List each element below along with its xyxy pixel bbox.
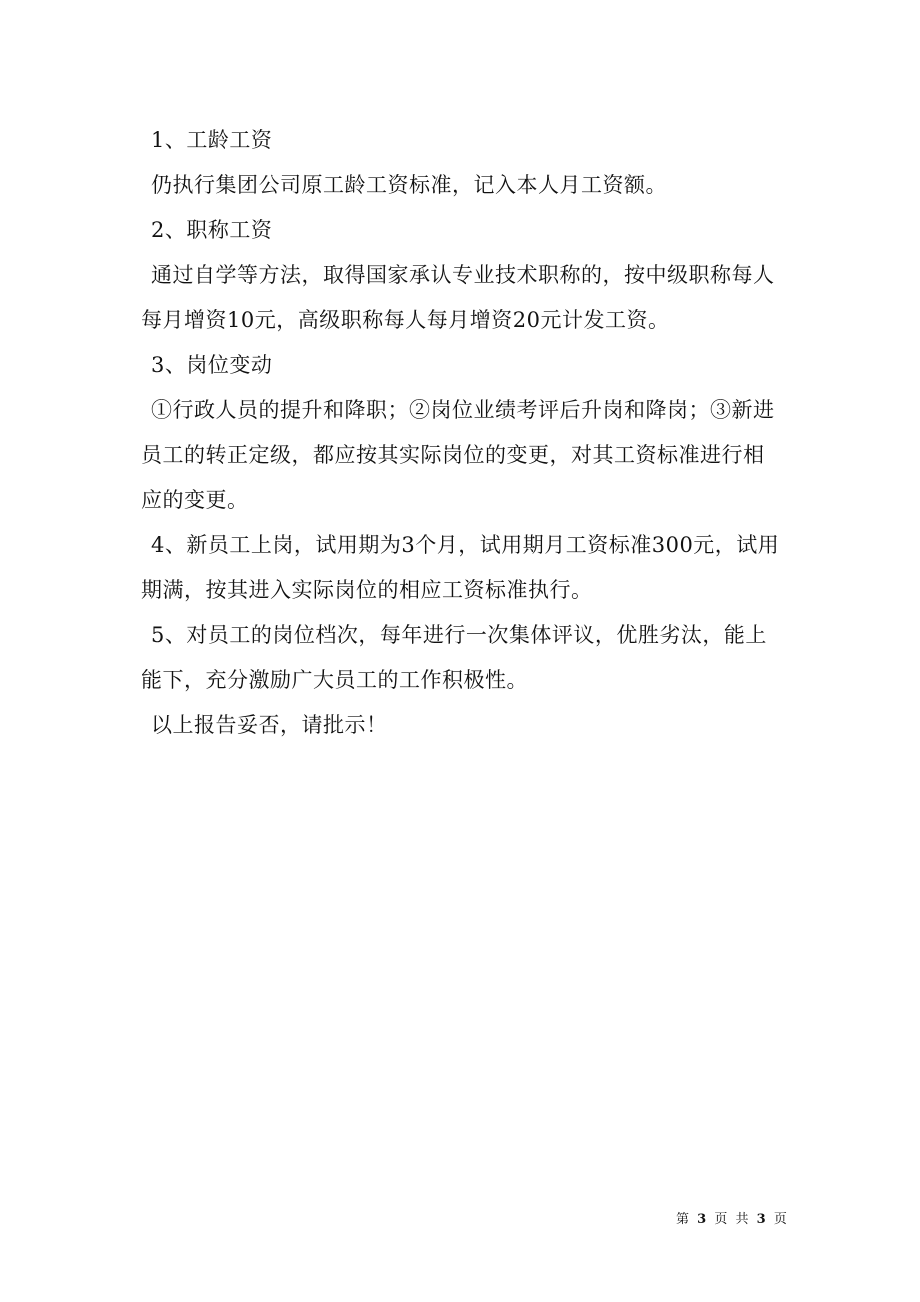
paragraph-title-wage: 通过自学等方法，取得国家承认专业技术职称的，按中级职称每人每月增资10元，高级职称每人每月增资20元计发工资。 bbox=[141, 263, 775, 332]
footer-prefix: 第 bbox=[676, 1212, 692, 1227]
page-footer bbox=[676, 1208, 789, 1227]
document-body bbox=[141, 118, 781, 748]
section-heading-position-change: 3、岗位变动 bbox=[151, 353, 273, 377]
footer-total-pages: 3 bbox=[756, 1212, 768, 1227]
paragraph-position-change: ①行政人员的提升和降职；②岗位业绩考评后升岗和降岗；③新进员工的转正定级，都应按其实际岗位的变更，对其工资标准进行相应的变更。 bbox=[141, 398, 775, 512]
footer-suffix: 页 bbox=[773, 1212, 789, 1227]
paragraph-seniority-wage: 仍执行集团公司原工龄工资标准，记入本人月工资额。 bbox=[151, 173, 667, 197]
paragraph-position-evaluation: 5、对员工的岗位档次，每年进行一次集体评议，优胜劣汰，能上能下，充分激励广大员工的工作积极性。 bbox=[141, 623, 767, 692]
footer-middle: 页 共 bbox=[714, 1212, 751, 1227]
paragraph-new-employee: 4、新员工上岗，试用期为3个月，试用期月工资标准300元，试用期满，按其进入实际岗位的相应工资标准执行。 bbox=[141, 533, 780, 602]
footer-current-page: 3 bbox=[697, 1212, 709, 1227]
section-heading-title-wage: 2、职称工资 bbox=[151, 218, 273, 242]
section-heading-seniority-wage: 1、工龄工资 bbox=[151, 128, 273, 152]
paragraph-closing: 以上报告妥否，请批示！ bbox=[151, 713, 388, 737]
